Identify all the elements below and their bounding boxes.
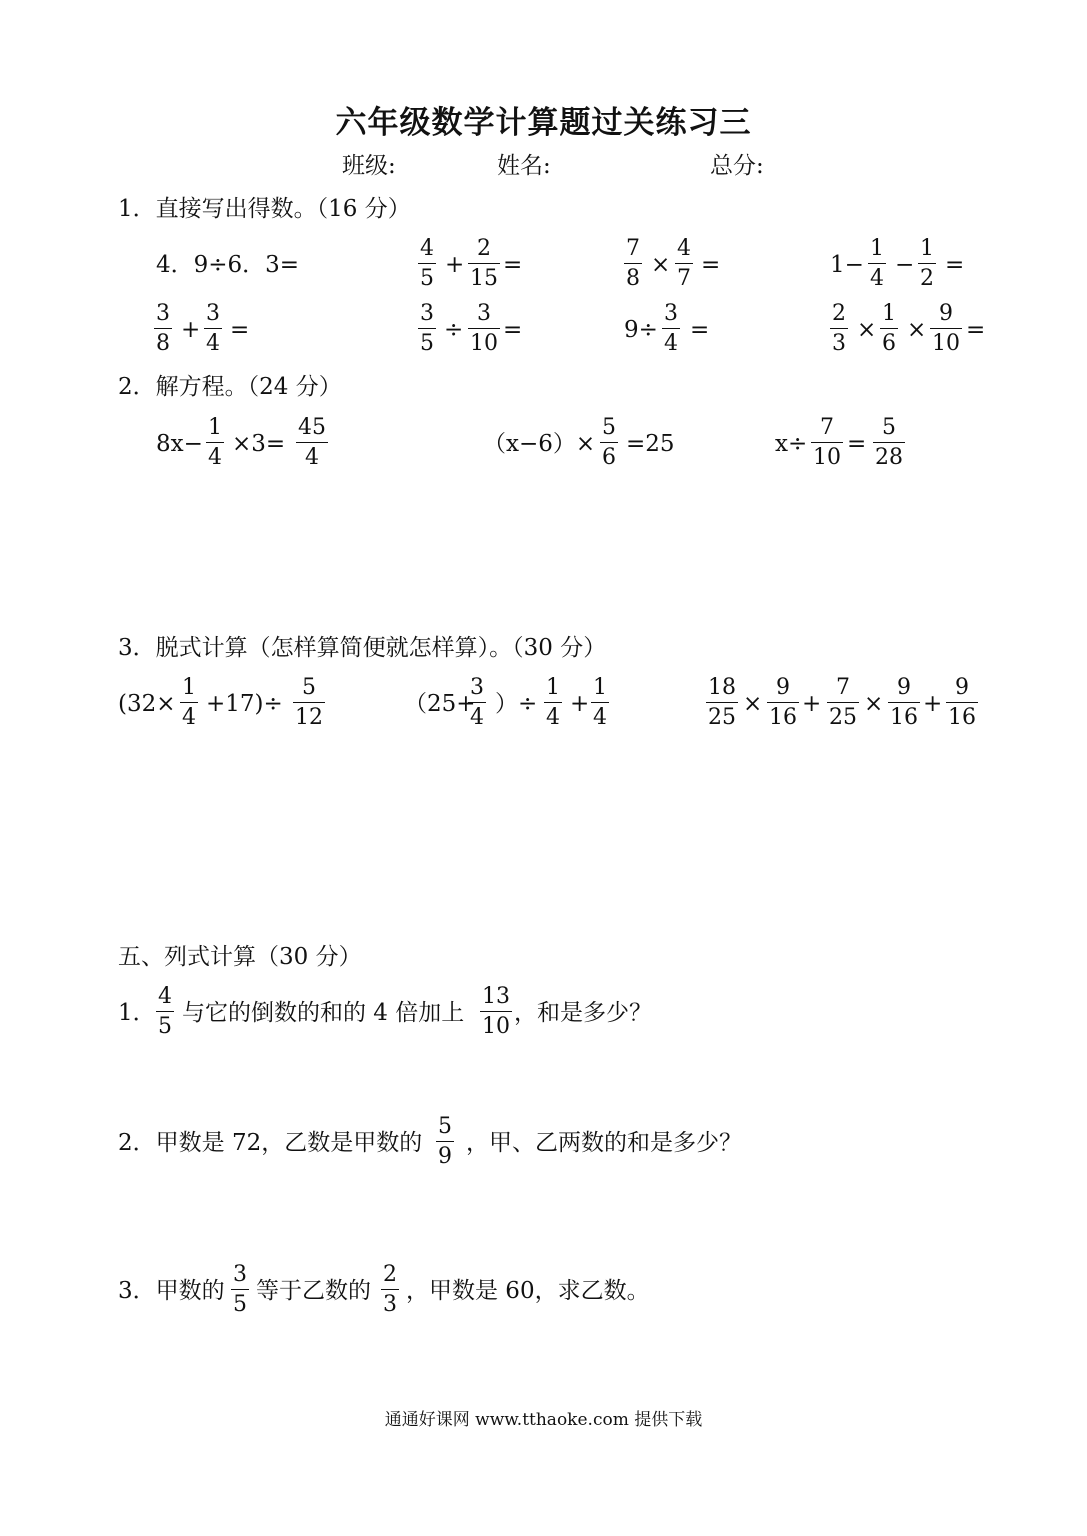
section-5-heading: 五、列式计算（30 分） <box>118 944 362 970</box>
q1-c-eq: = <box>701 252 721 278</box>
q3-c-fraction-3: $\frac{7}{25}$ <box>829 675 857 730</box>
q5-p1-num: 1． <box>118 1000 156 1026</box>
q3-a-fraction-1: $\frac{1}{4}$ <box>182 675 196 730</box>
q2-b-fraction-1: $\frac{5}{6}$ <box>602 415 616 470</box>
page-title: 六年级数学计算题过关练习三 <box>335 105 752 141</box>
q2-c-fraction-1: $\frac{7}{10}$ <box>813 415 841 470</box>
q3-b-op: + <box>570 691 590 717</box>
q5-p1-tail: ，和是多少？ <box>514 1000 652 1026</box>
q1-e-eq: = <box>230 317 250 343</box>
q5-p3-mid: 等于乙数的 <box>256 1278 371 1304</box>
score-label: 总分: <box>710 153 764 179</box>
q1-d-fraction-1: $\frac{1}{4}$ <box>870 236 884 291</box>
q1-h-eq: = <box>966 317 986 343</box>
q3-c-fraction-2: $\frac{9}{16}$ <box>769 675 797 730</box>
q5-p1-fraction-1: $\frac{4}{5}$ <box>158 984 172 1039</box>
q3-b-fraction-1: $\frac{3}{4}$ <box>470 675 484 730</box>
q3-a-mid: +17)÷ <box>206 691 283 717</box>
q1-f-eq: = <box>503 317 523 343</box>
q5-p3-tail: ，甲数是 60，求乙数。 <box>406 1278 650 1304</box>
q1-d-eq: = <box>945 252 965 278</box>
q1-d-fraction-2: $\frac{1}{2}$ <box>920 236 934 291</box>
q5-p3-fraction-2: $\frac{2}{3}$ <box>383 1262 397 1317</box>
q1-g-fraction-1: $\frac{3}{4}$ <box>664 301 678 356</box>
q3-a-fraction-2: $\frac{5}{12}$ <box>295 675 323 730</box>
section-2-heading: 2．解方程。（24 分） <box>118 374 342 400</box>
q1-b-fraction-1: $\frac{4}{5}$ <box>420 236 434 291</box>
q3-c-op-4: + <box>923 691 943 717</box>
q2-c-lead: x÷ <box>775 431 808 457</box>
q1-c-fraction-2: $\frac{4}{7}$ <box>677 236 691 291</box>
q3-a-lead: (32× <box>118 691 176 717</box>
q5-p3-text: 3．甲数的 <box>118 1278 225 1304</box>
q3-c-fraction-4: $\frac{9}{16}$ <box>890 675 918 730</box>
q1-e-fraction-1: $\frac{3}{8}$ <box>156 301 170 356</box>
footer-source: 通通好课网 www.tthaoke.com 提供下载 <box>384 1410 703 1430</box>
q5-p1-text: 与它的倒数的和的 4 倍加上 <box>182 1000 465 1026</box>
q3-c-op-3: × <box>864 691 884 717</box>
q3-b-lead: （25+ <box>404 691 476 717</box>
q3-b-fraction-3: $\frac{1}{4}$ <box>593 675 607 730</box>
q1-h-op-2: × <box>907 317 927 343</box>
q1-d-lead: 1− <box>830 252 864 278</box>
q2-a-fraction-2: $\frac{45}{4}$ <box>298 415 326 470</box>
q1-e-op: + <box>181 317 201 343</box>
q1-h-fraction-2: $\frac{1}{6}$ <box>882 301 896 356</box>
q1-f-op: ÷ <box>444 317 464 343</box>
q5-p1-fraction-2: $\frac{13}{10}$ <box>482 984 510 1039</box>
q5-p2-tail: ，甲、乙两数的和是多少？ <box>466 1130 742 1156</box>
q1-e-fraction-2: $\frac{3}{4}$ <box>206 301 220 356</box>
q1-f-fraction-1: $\frac{3}{5}$ <box>420 301 434 356</box>
q1-b-eq: = <box>503 252 523 278</box>
section-1-heading: 1．直接写出得数。（16 分） <box>118 196 411 222</box>
q5-p3-fraction-1: $\frac{3}{5}$ <box>233 1262 247 1317</box>
q1-f-fraction-2: $\frac{3}{10}$ <box>470 301 498 356</box>
class-label: 班级: <box>342 153 396 179</box>
name-label: 姓名: <box>497 153 551 179</box>
q1-b-op: + <box>445 252 465 278</box>
q5-p2-fraction-1: $\frac{5}{9}$ <box>438 1114 452 1169</box>
q5-p2-text: 2．甲数是 72，乙数是甲数的 <box>118 1130 423 1156</box>
q1-d-op: − <box>895 252 915 278</box>
q1-a: 4．9÷6．3= <box>156 252 300 278</box>
q3-b-fraction-2: $\frac{1}{4}$ <box>546 675 560 730</box>
q2-a-fraction-1: $\frac{1}{4}$ <box>208 415 222 470</box>
q3-c-op-1: × <box>743 691 763 717</box>
q2-a-lead: 8x− <box>156 431 203 457</box>
q1-h-fraction-1: $\frac{2}{3}$ <box>832 301 846 356</box>
q2-c-fraction-2: $\frac{5}{28}$ <box>875 415 903 470</box>
q1-g-eq: = <box>690 317 710 343</box>
section-3-heading: 3．脱式计算（怎样算简便就怎样算）。（30 分） <box>118 635 607 661</box>
q2-a-mid: ×3= <box>232 431 286 457</box>
q2-b-tail: =25 <box>626 431 675 457</box>
q2-c-eq: = <box>847 431 867 457</box>
q1-h-fraction-3: $\frac{9}{10}$ <box>932 301 960 356</box>
q1-g-lead: 9÷ <box>624 317 658 343</box>
q3-c-fraction-1: $\frac{18}{25}$ <box>708 675 736 730</box>
q1-c-fraction-1: $\frac{7}{8}$ <box>626 236 640 291</box>
q3-c-op-2: + <box>802 691 822 717</box>
q2-b-lead: （x−6）× <box>483 431 596 457</box>
q1-b-fraction-2: $\frac{2}{15}$ <box>470 236 498 291</box>
q3-b-mid: ）÷ <box>495 691 538 717</box>
q1-h-op-1: × <box>857 317 877 343</box>
q1-c-op: × <box>651 252 671 278</box>
q3-c-fraction-5: $\frac{9}{16}$ <box>948 675 976 730</box>
